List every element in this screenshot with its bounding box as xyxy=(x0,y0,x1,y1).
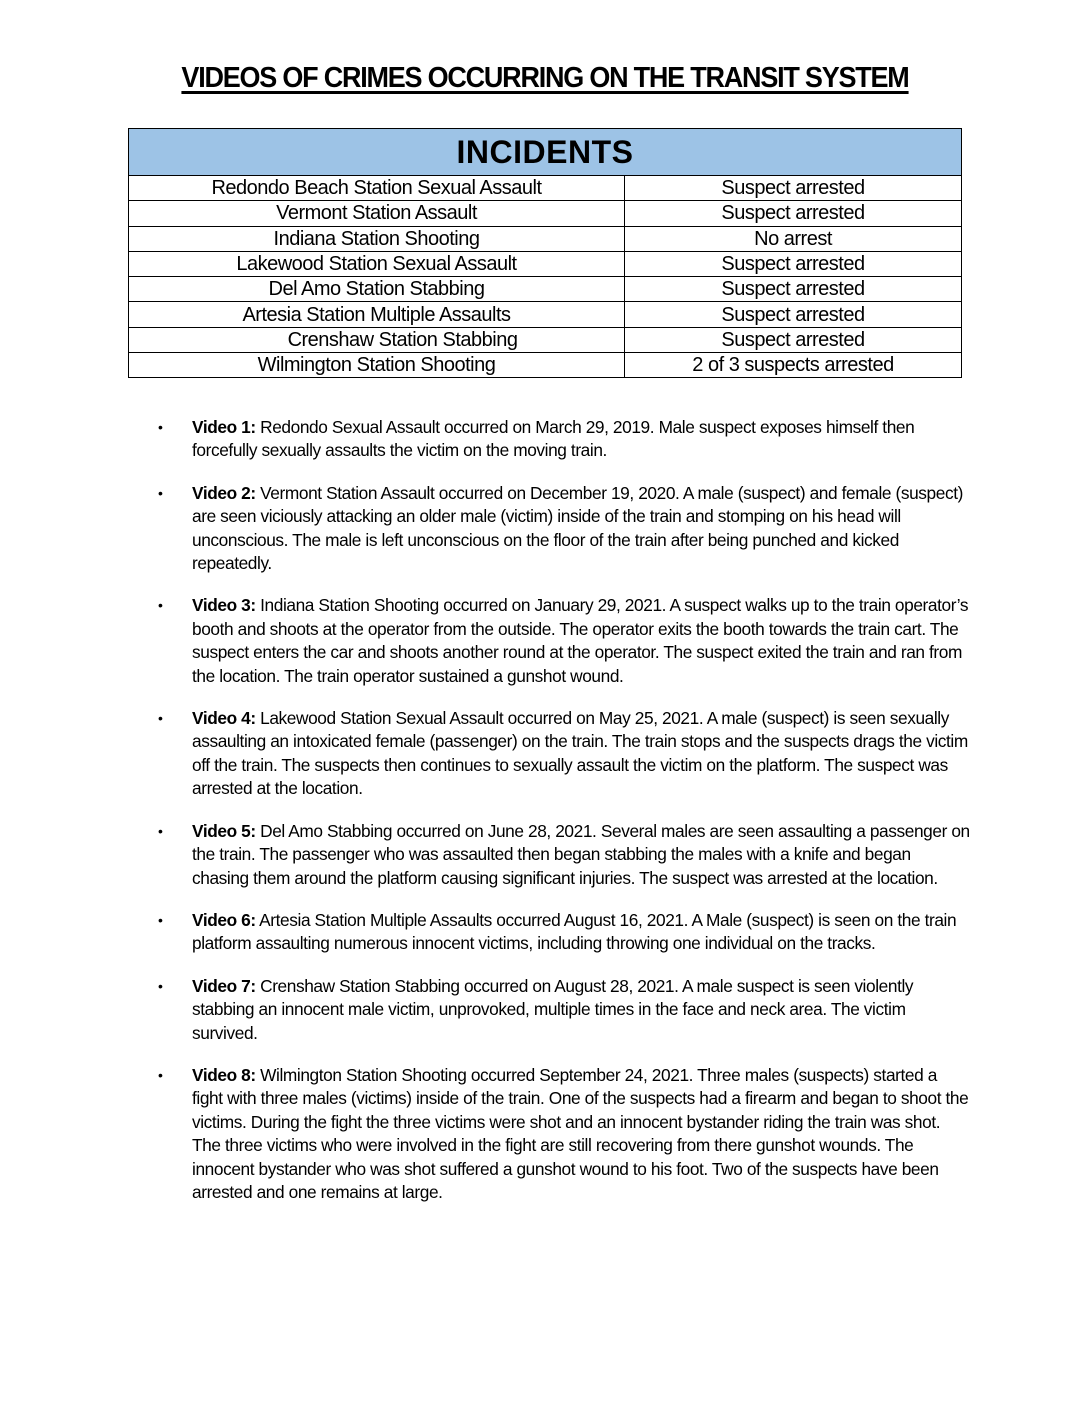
video-label: Video 2: xyxy=(192,482,256,503)
incident-name: Wilmington Station Shooting xyxy=(129,353,625,378)
table-row xyxy=(129,353,962,378)
table-row xyxy=(129,302,962,327)
list-item xyxy=(150,482,970,576)
video-label: Video 5: xyxy=(192,820,256,841)
table-row xyxy=(129,201,962,226)
video-description: Artesia Station Multiple Assaults occurred August 16, 2021. A Male (suspect) is seen on the train platform assaulting numerous innocent victims, including throwing one individual on the tracks. xyxy=(192,909,957,954)
video-description: Del Amo Stabbing occurred on June 28, 2021. Several males are seen assaulting a passenger on the train. The passenger who was assaulted then began stabbing the males with a knife and began chasing them around the platform causing significant injuries. The suspect was arrested at the location. xyxy=(192,820,970,888)
video-description: Lakewood Station Sexual Assault occurred on May 25, 2021. A male (suspect) is seen sexually assaulting an intoxicated female (passenger) on the train. The train stops and the suspects drags the victim off the train. The suspects then continues to sexually assault the victim on the platform. The suspect was arrested at the location. xyxy=(192,708,968,799)
table-row xyxy=(129,277,962,302)
video-label: Video 3: xyxy=(192,595,256,616)
table-header-row xyxy=(129,129,962,176)
arrest-status: Suspect arrested xyxy=(625,327,962,352)
arrest-status: Suspect arrested xyxy=(625,277,962,302)
video-description: Redondo Sexual Assault occurred on March 29, 2019. Male suspect exposes himself then forcefully sexually assaults the victim on the moving train. xyxy=(192,417,915,461)
list-item xyxy=(150,909,970,956)
table-header: INCIDENTS xyxy=(129,129,962,176)
video-description: Indiana Station Shooting occurred on January 29, 2021. A suspect walks up to the train operator’s booth and shoots at the operator from the outside. The operator exits the booth towards the train cart. The suspect enters the car and shoots another round at the operator. The suspect exited the train and ran from the location. The train operator sustained a gunshot wound. xyxy=(192,595,969,686)
bullet-icon: • xyxy=(158,1066,163,1083)
video-label: Video 4: xyxy=(192,708,256,729)
arrest-status: 2 of 3 suspects arrested xyxy=(625,353,962,378)
incident-name: Artesia Station Multiple Assaults xyxy=(129,302,625,327)
video-description: Vermont Station Assault occurred on December 19, 2020. A male (suspect) and female (suspect) are seen viciously attacking an older male (victim) inside of the train and stomping on his head will unconscious. The male is left unconscious on the floor of the train after being punched and kicked repeatedly. xyxy=(192,482,963,574)
incident-name: Redondo Beach Station Sexual Assault xyxy=(129,176,625,201)
bullet-icon: • xyxy=(158,419,163,435)
list-item xyxy=(150,594,970,688)
list-item xyxy=(150,1064,970,1204)
arrest-status: Suspect arrested xyxy=(625,176,962,201)
video-label: Video 7: xyxy=(192,975,256,996)
list-item xyxy=(150,416,970,463)
incident-name: Vermont Station Assault xyxy=(129,201,625,226)
incident-name: Lakewood Station Sexual Assault xyxy=(129,251,625,276)
video-description: Crenshaw Station Stabbing occurred on August 28, 2021. A male suspect is seen violently stabbing an innocent male victim, unprovoked, multiple times in the face and neck area. The victim survived. xyxy=(192,975,914,1043)
incidents-table xyxy=(128,128,962,378)
arrest-status: No arrest xyxy=(625,226,962,251)
list-item xyxy=(150,820,970,890)
list-item xyxy=(150,707,970,801)
list-item xyxy=(150,975,970,1045)
arrest-status: Suspect arrested xyxy=(625,251,962,276)
bullet-icon: • xyxy=(158,484,163,501)
video-label: Video 8: xyxy=(192,1064,256,1085)
arrest-status: Suspect arrested xyxy=(625,201,962,226)
incident-name: Del Amo Station Stabbing xyxy=(129,277,625,302)
bullet-icon: • xyxy=(158,710,163,727)
video-label: Video 1: xyxy=(192,417,256,437)
arrest-status: Suspect arrested xyxy=(625,302,962,327)
video-label: Video 6: xyxy=(192,909,256,930)
page-title: VIDEOS OF CRIMES OCCURRING ON THE TRANSIT SYSTEM xyxy=(181,62,909,94)
incident-name: Crenshaw Station Stabbing xyxy=(129,327,625,352)
bullet-icon: • xyxy=(158,822,163,839)
table-row xyxy=(129,251,962,276)
table-row xyxy=(129,176,962,201)
video-list xyxy=(150,416,970,1223)
video-description: Wilmington Station Shooting occurred September 24, 2021. Three males (suspects) started a fight with three males (victims) inside of the train. One of the suspects had a firearm and began to shoot the victims. During the fight the three victims were shot and an innocent bystander riding the train was shot. The three victims who were involved in the fight are still recovering from there gunshot wounds. The innocent bystander who was shot suffered a gunshot wound to his foot. Two of the suspects have been arrested and one remains at large. xyxy=(192,1064,969,1202)
bullet-icon: • xyxy=(158,597,163,614)
bullet-icon: • xyxy=(158,911,163,928)
table-row xyxy=(129,226,962,251)
table-row xyxy=(129,327,962,352)
bullet-icon: • xyxy=(158,977,163,994)
incident-name: Indiana Station Shooting xyxy=(129,226,625,251)
